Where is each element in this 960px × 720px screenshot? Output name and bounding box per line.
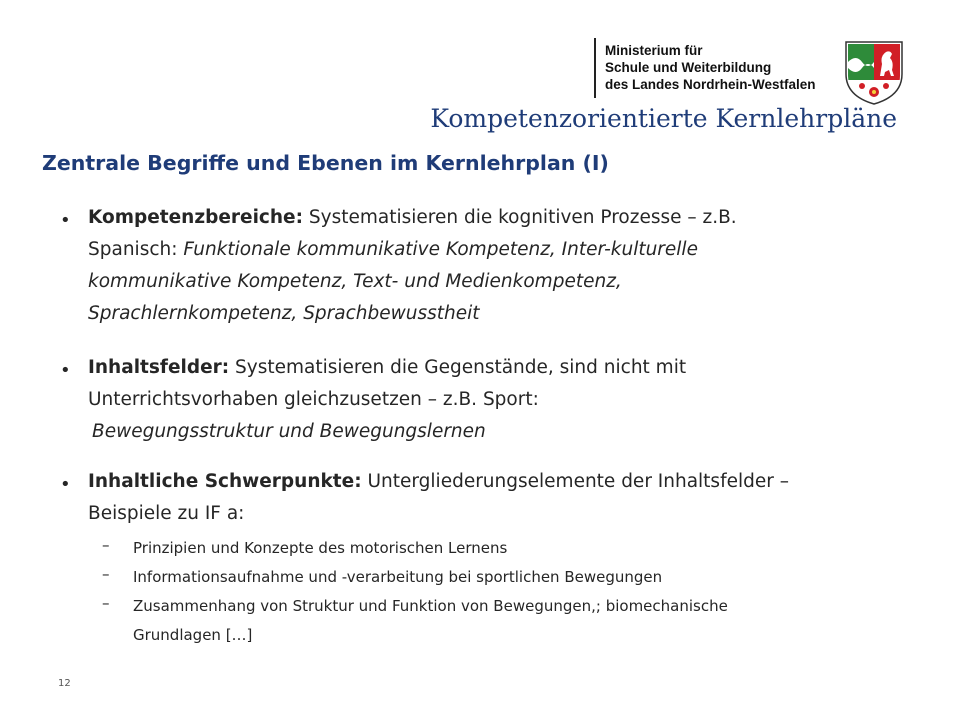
dash-marker: – <box>102 536 110 554</box>
sub-list-item: Informationsaufnahme und -verarbeitung bei sportlichen Bewegungen <box>133 568 663 586</box>
bullet-marker: • <box>60 210 71 231</box>
list-item-inhaltliche-schwerpunkte <box>88 466 938 530</box>
item-text: Spanisch: <box>88 239 184 260</box>
item-line <box>88 352 938 384</box>
nrw-coat-of-arms-icon <box>844 40 904 106</box>
dash-marker: – <box>102 594 110 612</box>
sub-list-item-continuation: Grundlagen […] <box>133 626 253 644</box>
item-text: Systematisieren die kognitiven Prozesse – z.B. <box>303 207 737 228</box>
list-item-kompetenzbereiche <box>88 202 938 330</box>
slide-title: Zentrale Begriffe und Ebenen im Kernlehrplan (I) <box>42 151 609 175</box>
bullet-marker: • <box>60 474 71 495</box>
sub-list-item: Prinzipien und Konzepte des motorischen Lernens <box>133 539 508 557</box>
item-line <box>88 234 938 266</box>
presentation-header-title: Kompetenzorientierte Kernlehrpläne <box>430 104 897 133</box>
item-term: Kompetenzbereiche: <box>88 207 303 228</box>
item-example: Funktionale kommunikative Kompetenz, Inter-kulturelle <box>183 239 698 260</box>
ministry-line: des Landes Nordrhein-Westfalen <box>605 77 816 92</box>
header-divider <box>594 38 596 98</box>
item-text: Unterrichtsvorhaben gleichzusetzen – z.B. Sport: <box>88 389 539 410</box>
sub-list-item: Zusammenhang von Struktur und Funktion von Bewegungen,; biomechanische <box>133 597 728 615</box>
item-text: Beispiele zu IF a: <box>88 503 245 524</box>
ministry-name <box>605 42 840 93</box>
page-number: 12 <box>58 678 71 689</box>
item-term: Inhaltsfelder: <box>88 357 230 378</box>
list-item-inhaltsfelder <box>88 352 938 448</box>
item-text: Systematisieren die Gegenstände, sind nicht mit <box>229 357 687 378</box>
item-term: Inhaltliche Schwerpunkte: <box>88 471 362 492</box>
item-line <box>88 202 938 234</box>
bullet-marker: • <box>60 360 71 381</box>
item-text: Untergliederungselemente der Inhaltsfelder – <box>361 471 789 492</box>
item-example: kommunikative Kompetenz, Text- und Medienkompetenz, <box>88 271 622 292</box>
dash-marker: – <box>102 565 110 583</box>
item-example: Bewegungsstruktur und Bewegungslernen <box>92 421 486 442</box>
item-line <box>88 466 938 498</box>
ministry-line: Ministerium für <box>605 43 703 58</box>
item-example: Sprachlernkompetenz, Sprachbewusstheit <box>88 303 480 324</box>
ministry-line: Schule und Weiterbildung <box>605 60 772 75</box>
